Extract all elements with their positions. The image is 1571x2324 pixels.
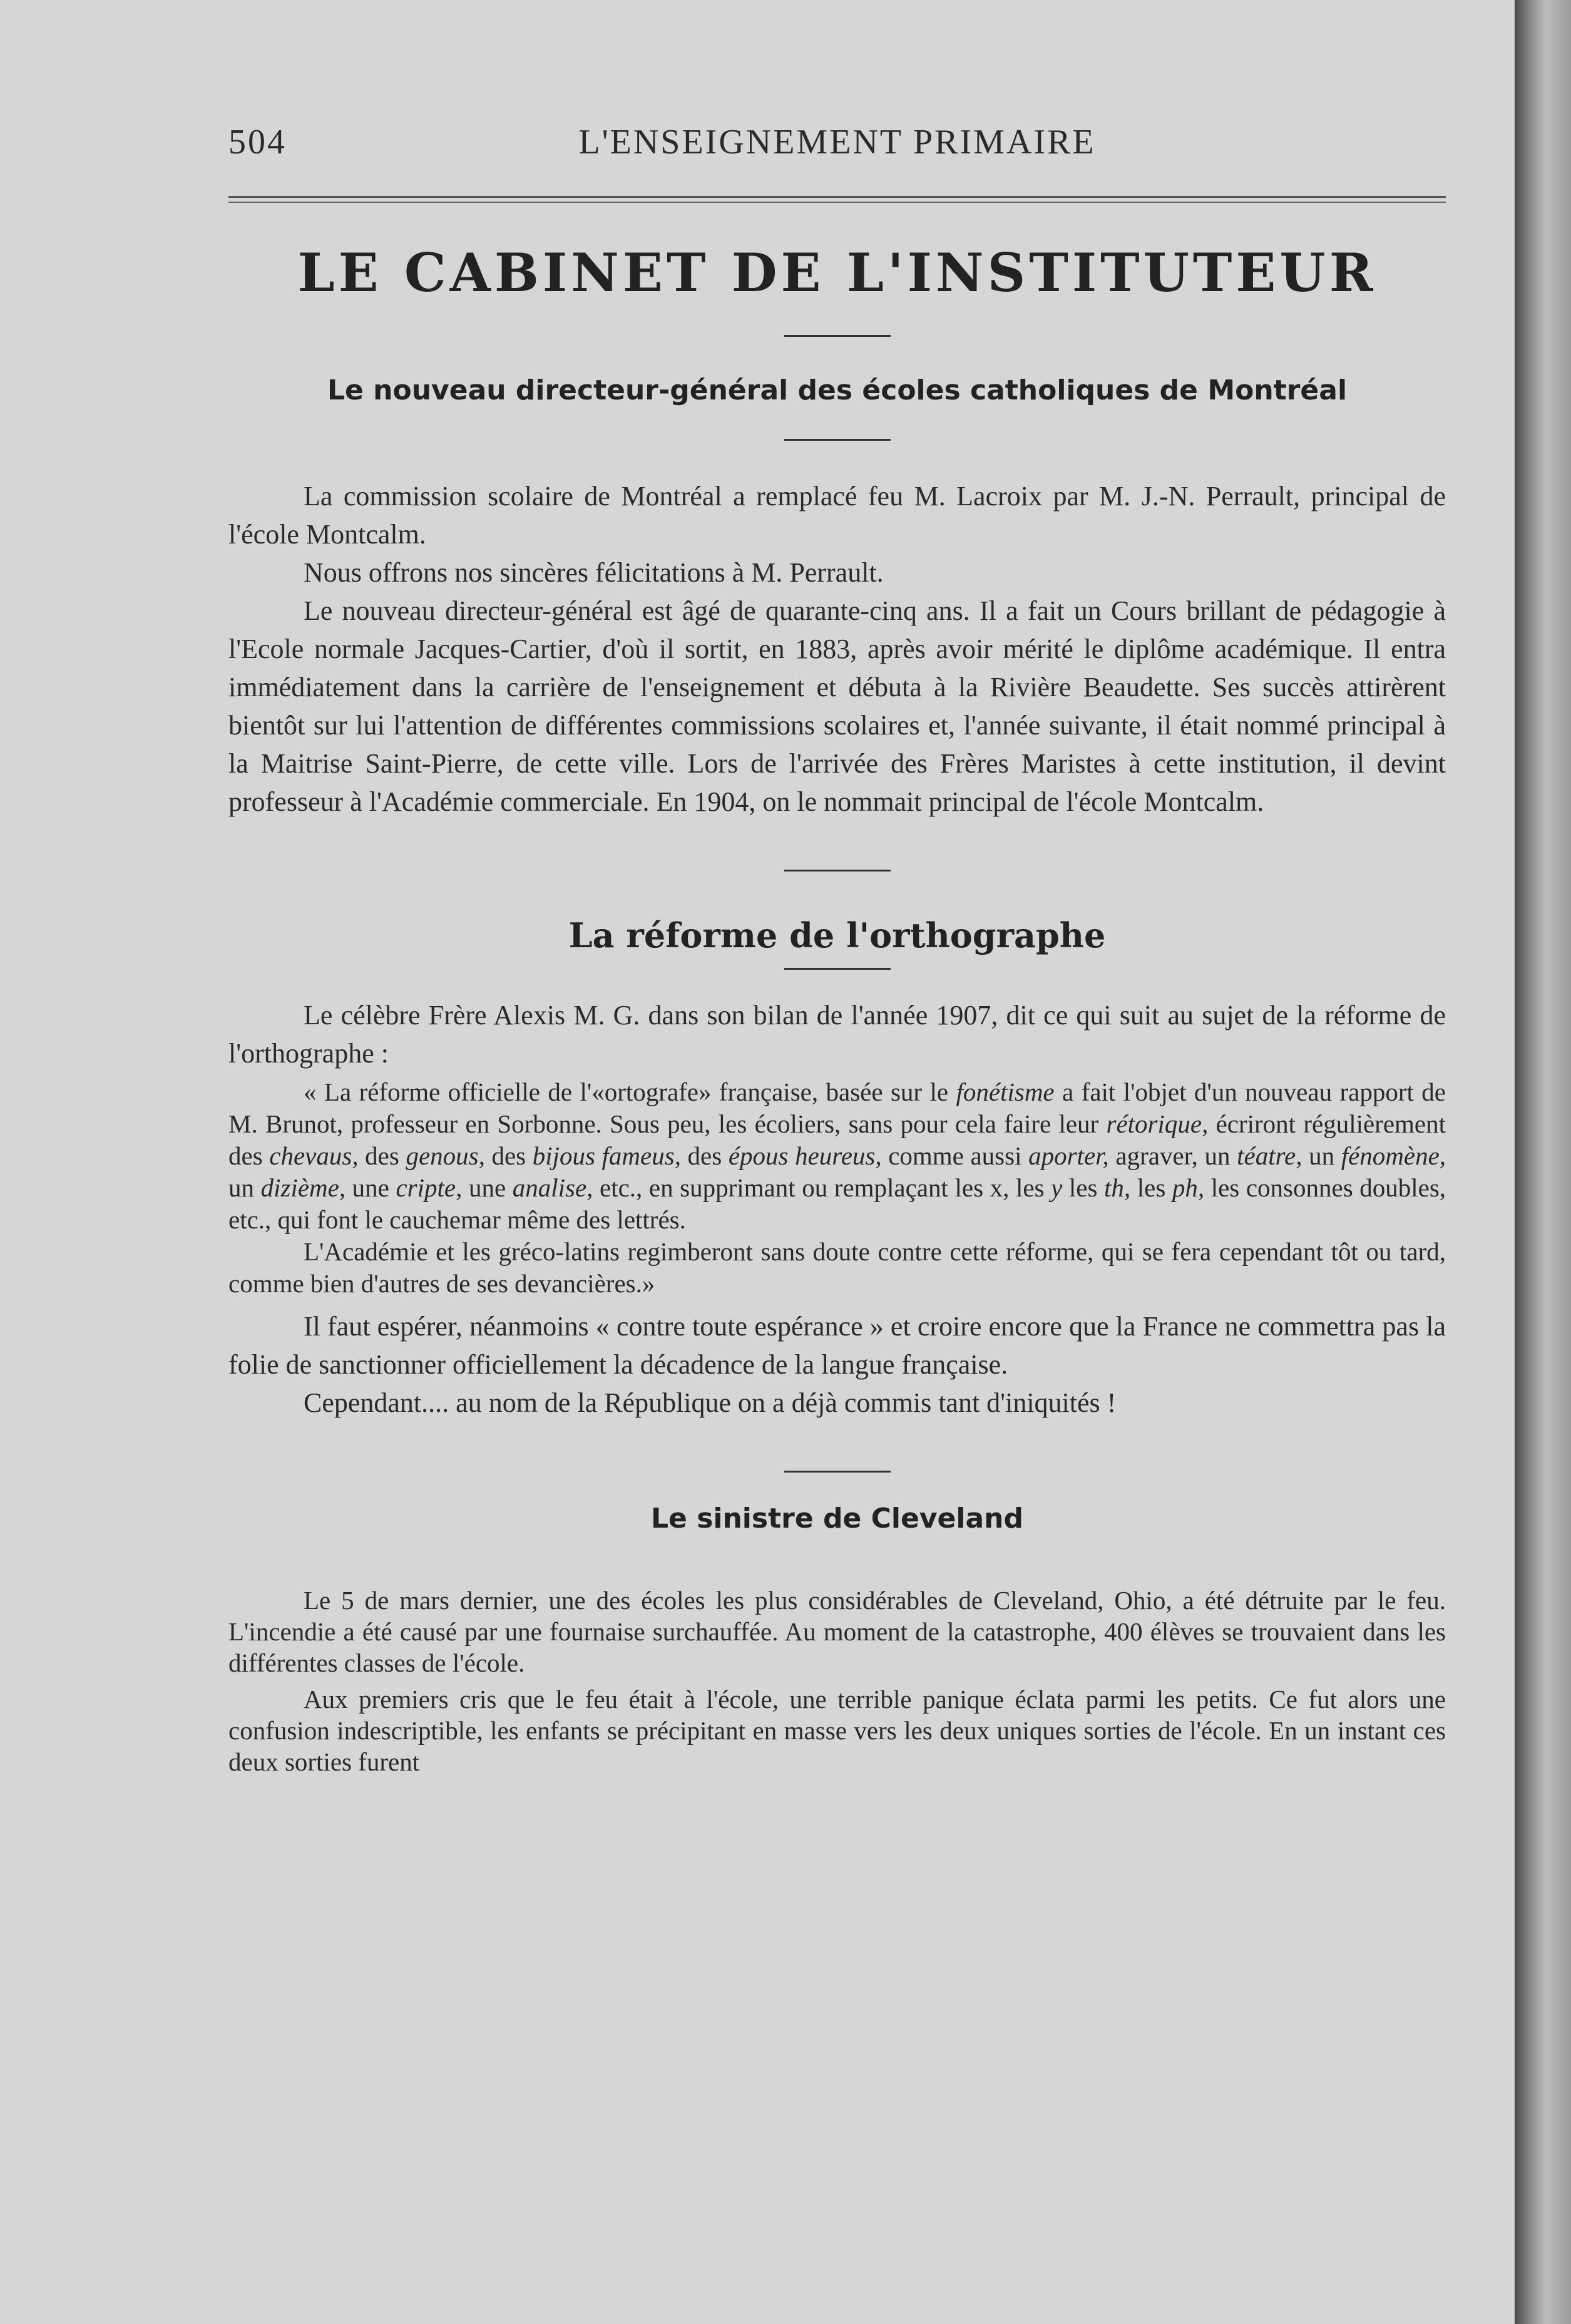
quote-paragraph: « La réforme officielle de l'«ortografe» française, basée sur le fonétisme a fait l'objet d'un nouveau rapport de M. Brunot, professeur en Sorbonne. Sous peu, les écoliers, sans pour cela faire leur rétorique, écriront régulièrement des chevaus, des genous, des bijous fameus, des épous heureus, comme aussi aporter, agraver, un téatre, un fénomène, un dizième, une cripte, une analise, etc., en supprimant ou remplaçant les x, les y les th, les ph, les consonnes doubles, etc., qui font le cauchemar même des lettrés. — [228, 1077, 1446, 1234]
paragraph: Le nouveau directeur-général est âgé de quarante-cinq ans. Il a fait un Cours brillant de pédagogie à l'Ecole normale Jacques-Cartier, d'où il sortit, en 1883, après avoir mérité le diplôme académique. Il entra immédiatement dans la carrière de l'enseignement et débuta à la Rivière Beaudette. Ses succès attirèrent bientôt sur lui l'attention de différentes commissions scolaires et, l'année suivante, il était nommé principal à la Maitrise Saint-Pierre, de cette ville. Lors de l'arrivée des Frères Maristes à cette institution, il devint professeur à l'Académie commerciale. En 1904, on le nommait principal de l'école Montcalm. — [228, 595, 1446, 817]
divider — [784, 1471, 891, 1473]
page-number: 504 — [228, 123, 287, 162]
section-heading-cleveland: Le sinistre de Cleveland — [651, 1503, 1023, 1535]
page-edge-shadow — [1515, 0, 1571, 2324]
quotation — [228, 1076, 1446, 1300]
running-head — [228, 122, 1446, 166]
page-content — [228, 122, 1446, 1777]
paragraph: Nous offrons nos sincères félicitations à M. Perrault. — [304, 557, 884, 588]
divider — [784, 335, 891, 337]
journal-title: L'ENSEIGNEMENT PRIMAIRE — [578, 123, 1096, 162]
section-body-directeur — [228, 477, 1446, 821]
quote-paragraph: L'Académie et les gréco-latins regimberont sans doute contre cette réforme, qui se fera cependant tôt ou tard, comme bien d'autres de ses devancières.» — [228, 1237, 1446, 1298]
divider — [784, 870, 891, 872]
section-body-cleveland — [228, 1585, 1446, 1777]
paragraph: Cependant.... au nom de la République on a déjà commis tant d'iniquités ! — [304, 1387, 1117, 1418]
divider — [784, 439, 891, 441]
section-heading-directeur: Le nouveau directeur-général des écoles catholiques de Montréal — [327, 374, 1348, 406]
divider — [784, 968, 891, 970]
main-title: LE CABINET DE L'INSTITUTEUR — [297, 242, 1377, 304]
paragraph: Le célèbre Frère Alexis M. G. dans son bilan de l'année 1907, dit ce qui suit au sujet de la réforme de l'orthographe : — [228, 1000, 1446, 1069]
header-rule — [228, 196, 1446, 203]
paragraph: Le 5 de mars dernier, une des écoles les plus considérables de Cleveland, Ohio, a été détruite par le feu. L'incendie a été causé par une fournaise surchauffée. Au moment de la catastrophe, 400 élèves se trouvaient dans les différentes classes de l'école. — [228, 1586, 1446, 1677]
paragraph: La commission scolaire de Montréal a remplacé feu M. Lacroix par M. J.-N. Perrault, principal de l'école Montcalm. — [228, 481, 1446, 550]
section-heading-orthographe: La réforme de l'orthographe — [568, 915, 1106, 955]
paragraph: Il faut espérer, néanmoins « contre toute espérance » et croire encore que la France ne commettra pas la folie de sanctionner officiellement la décadence de la langue française. — [228, 1311, 1446, 1380]
paragraph: Aux premiers cris que le feu était à l'école, une terrible panique éclata parmi les petits. Ce fut alors une confusion indescriptible, les enfants se précipitant en masse vers les deux uniques sorties de l'école. En un instant ces deux sorties furent — [228, 1685, 1446, 1776]
section-body-orthographe — [228, 996, 1446, 1422]
